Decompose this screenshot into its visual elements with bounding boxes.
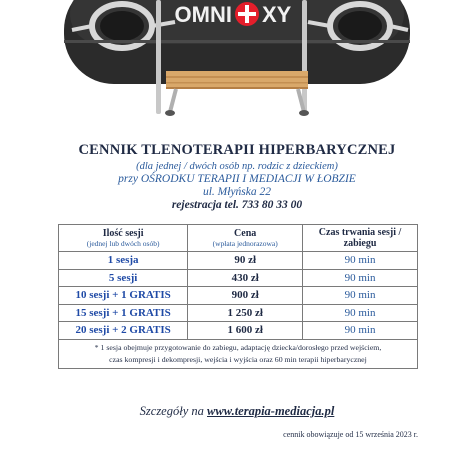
page-title: CENNIK TLENOTERAPII HIPERBARYCZNEJ bbox=[78, 142, 396, 158]
table-header-row bbox=[59, 225, 418, 252]
note-line-1: * 1 sesja obejmuje przygotowanie do zabiegu, adaptację dziecka/dorosłego przed wejściem, bbox=[94, 342, 382, 352]
cell-duration: 90 min bbox=[303, 304, 418, 322]
header-sessions-sub: (jednej lub dwóch osób) bbox=[86, 239, 160, 248]
cell-duration: 90 min bbox=[303, 287, 418, 305]
address-text: ul. Młyńska 22 bbox=[202, 186, 272, 198]
header-duration: Czas trwania sesji / zabiegu bbox=[303, 225, 418, 252]
cell-sessions: 5 sesji bbox=[59, 269, 188, 287]
cell-duration: 90 min bbox=[303, 269, 418, 287]
brand-right-text: XY bbox=[262, 2, 292, 27]
hyperbaric-chamber-image bbox=[0, 0, 474, 132]
cell-price: 430 zł bbox=[188, 269, 303, 287]
details-line bbox=[0, 404, 474, 419]
cell-sessions: 20 sesji + 2 GRATIS bbox=[59, 322, 188, 340]
header-price-sub: (wpłata jednorazowa) bbox=[212, 239, 278, 248]
table-note-row bbox=[59, 339, 418, 368]
table-row bbox=[59, 287, 418, 305]
header bbox=[0, 142, 474, 211]
cell-price: 900 zł bbox=[188, 287, 303, 305]
table-row bbox=[59, 322, 418, 340]
details-prefix: Szczegóły na bbox=[139, 404, 204, 418]
subtitle: (dla jednej / dwóch osób np. rodzic z dzieckiem) bbox=[136, 161, 338, 172]
cell-sessions: 10 sesji + 1 GRATIS bbox=[59, 287, 188, 305]
website-link[interactable]: www.terapia-mediacja.pl bbox=[207, 404, 335, 418]
table-note bbox=[59, 339, 418, 368]
note-line-2: czas kompresji i dekompresji, wejścia i wyjścia oraz 60 min terapii hiperbarycznej bbox=[109, 354, 367, 364]
table-row bbox=[59, 304, 418, 322]
valid-from-text: cennik obowiązuje od 15 września 2023 r. bbox=[283, 430, 418, 439]
cell-sessions: 1 sesja bbox=[59, 252, 188, 270]
cell-price: 1 250 zł bbox=[188, 304, 303, 322]
wooden-step bbox=[166, 71, 308, 89]
header-price: Cena (wpłata jednorazowa) bbox=[188, 225, 303, 252]
table-row bbox=[59, 269, 418, 287]
location-text: przy OŚRODKU TERAPII I MEDIACJI W ŁOBZIE bbox=[118, 173, 356, 185]
cell-sessions: 15 sesji + 1 GRATIS bbox=[59, 304, 188, 322]
phone-text: rejestracja tel. 733 80 33 00 bbox=[171, 199, 303, 211]
cell-price: 90 zł bbox=[188, 252, 303, 270]
header-sessions: Ilość sesji (jednej lub dwóch osób) bbox=[59, 225, 188, 252]
price-table bbox=[58, 224, 418, 369]
cell-duration: 90 min bbox=[303, 252, 418, 270]
table-row bbox=[59, 252, 418, 270]
cell-duration: 90 min bbox=[303, 322, 418, 340]
brand-left-text: OMNI bbox=[174, 2, 232, 27]
cell-price: 1 600 zł bbox=[188, 322, 303, 340]
